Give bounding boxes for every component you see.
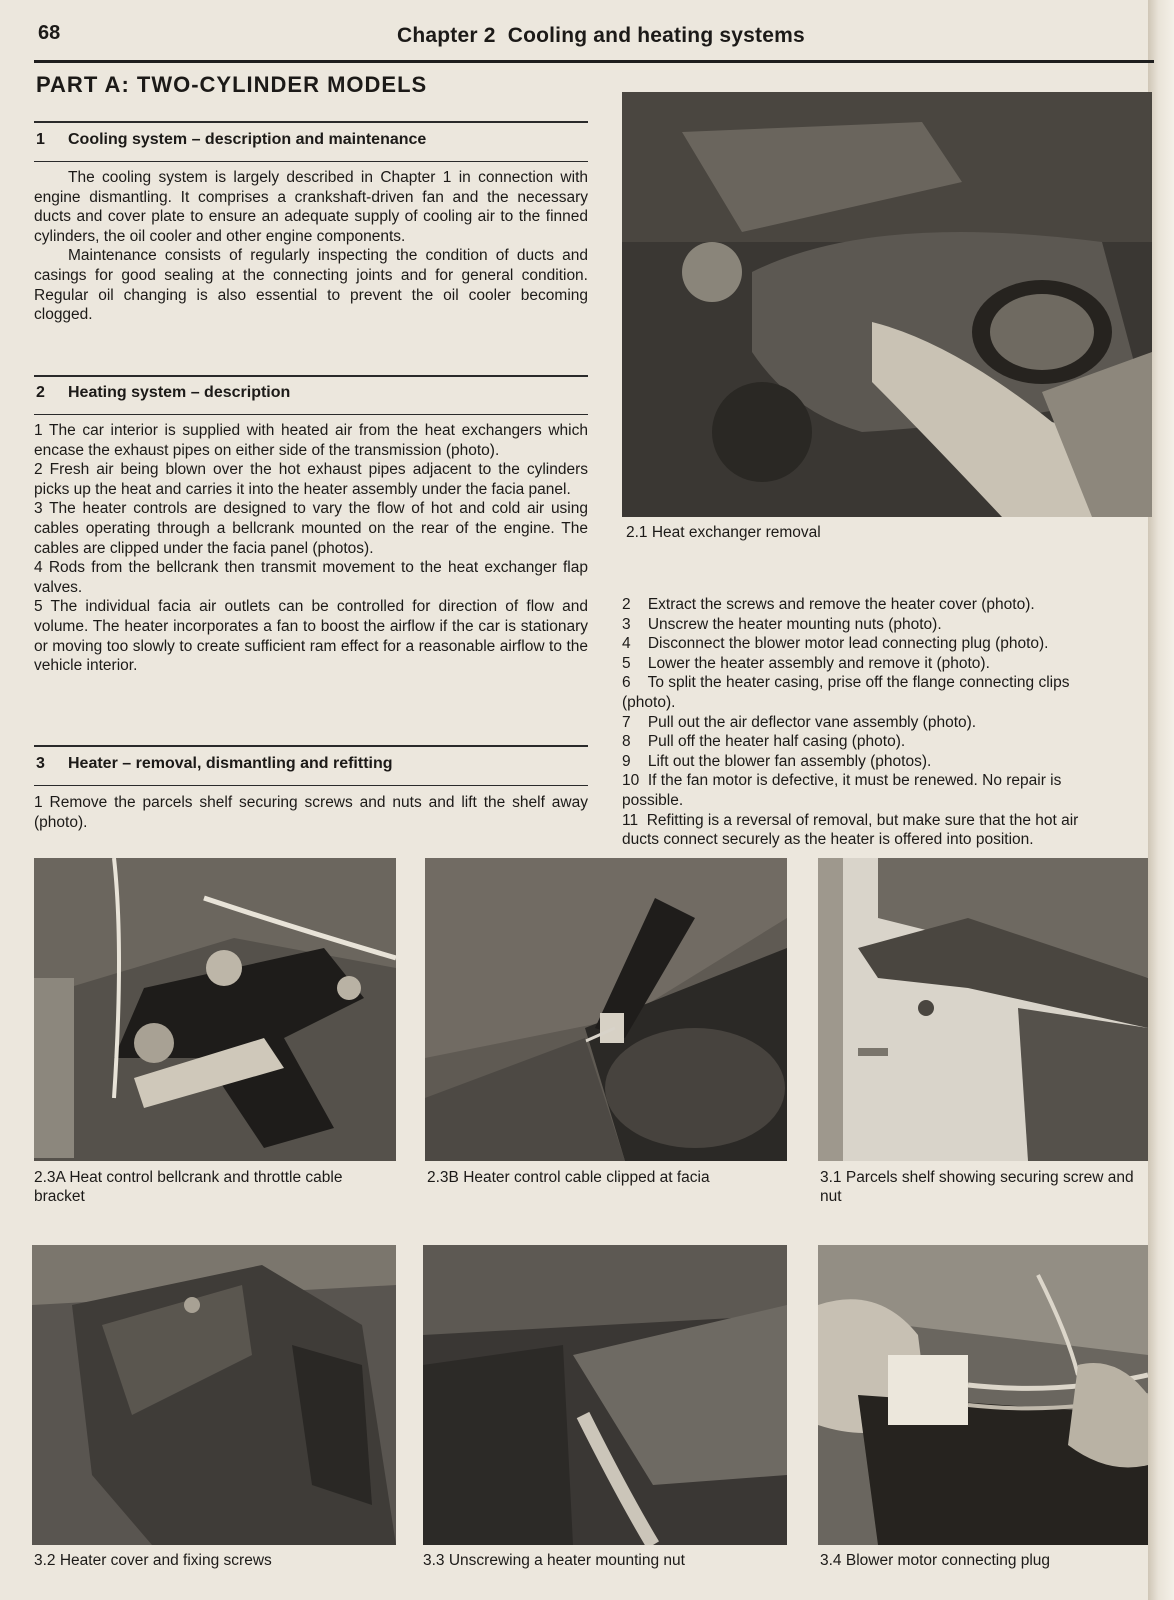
step-line: ducts connect securely as the heater is offered into position.	[622, 831, 1034, 849]
step-line: 11 Refitting is a reversal of removal, but make sure that the hot air	[622, 811, 1079, 829]
photo-blower-plug	[818, 1245, 1148, 1545]
paragraph: 5 The individual facia air outlets can be controlled for direction of flow and volume. The heater incorporates a fan to boost the airflow if the car is stationary or moving too slowly to create sufficient ram effect for a reasonable airflow to the vehicle interior.	[34, 598, 588, 675]
section-number: 1	[36, 131, 45, 148]
photo-bellcrank	[34, 858, 396, 1161]
photo-caption: 2.3B Heater control cable clipped at facia	[427, 1169, 710, 1186]
step-line: (photo).	[622, 693, 676, 711]
photo-caption: 2.1 Heat exchanger removal	[626, 524, 821, 541]
section-title: Heating system – description	[68, 384, 291, 401]
photo-parcels-shelf	[818, 858, 1148, 1161]
part-title: PART A: TWO-CYLINDER MODELS	[36, 72, 428, 97]
step-line: possible.	[622, 791, 684, 809]
section-2-body	[34, 421, 588, 676]
step-line: 10 If the fan motor is defective, it must be renewed. No repair is	[622, 772, 1062, 790]
section-1-body	[34, 168, 588, 325]
step-line: 4 Disconnect the blower motor lead connecting plug (photo).	[622, 635, 1049, 653]
chapter-title: Chapter 2 Cooling and heating systems	[397, 24, 805, 47]
paragraph: 1 The car interior is supplied with heated air from the heat exchangers which encase the exhaust pipes on either side of the transmission (photo).	[34, 422, 588, 459]
photo-caption: 3.4 Blower motor connecting plug	[820, 1552, 1051, 1569]
section-1-heading	[36, 131, 426, 149]
step-line: 5 Lower the heater assembly and remove it (photo).	[622, 654, 990, 672]
section-rule	[34, 121, 588, 123]
photo-mounting-nut	[423, 1245, 787, 1545]
section-rule	[34, 785, 588, 786]
step-line: 7 Pull out the air deflector vane assembly (photo).	[622, 713, 977, 731]
section-rule	[34, 375, 588, 377]
section-3-heading	[36, 755, 393, 773]
step-line: 2 Extract the screws and remove the heater cover (photo).	[622, 596, 1035, 613]
section-title: Cooling system – description and maintenance	[68, 131, 427, 148]
section-3-steps	[622, 595, 1152, 850]
photo-facia-cable	[425, 858, 787, 1161]
photo-caption: 2.3A Heat control bellcrank and throttle cable bracket	[34, 1169, 343, 1205]
header-rule	[34, 60, 1154, 63]
section-title: Heater – removal, dismantling and refitting	[68, 755, 393, 772]
paragraph: 2 Fresh air being blown over the hot exhaust pipes adjacent to the cylinders picks up the heat and carries it into the heater assembly under the facia panel.	[34, 461, 588, 498]
section-rule	[34, 161, 588, 162]
paragraph: 3 The heater controls are designed to vary the flow of hot and cold air using cables operating through a bellcrank mounted on the rear of the engine. The cables are clipped under the facia panel (photos).	[34, 500, 588, 557]
step-line: 6 To split the heater casing, prise off the flange connecting clips	[622, 674, 1070, 692]
photo-heat-exchanger	[622, 92, 1152, 517]
paragraph: Maintenance consists of regularly inspecting the condition of ducts and casings for good sealing at the connecting joints and for general condition. Regular oil changing is also essential to prevent the oil cooler becoming clogged.	[34, 247, 588, 324]
page-number: 68	[38, 22, 61, 44]
section-2-heading	[36, 384, 290, 402]
photo-caption: 3.2 Heater cover and fixing screws	[34, 1552, 272, 1569]
section-rule	[34, 745, 588, 747]
step-line: 3 Unscrew the heater mounting nuts (photo).	[622, 615, 942, 633]
paragraph: The cooling system is largely described in Chapter 1 in connection with engine dismantling. It comprises a crankshaft-driven fan and the necessary ducts and cover plate to ensure an adequate supply of cooling air to the finned cylinders, the oil cooler and other engine components.	[34, 169, 588, 245]
section-rule	[34, 414, 588, 415]
section-3-body	[34, 793, 588, 832]
paragraph: 1 Remove the parcels shelf securing screws and nuts and lift the shelf away (photo).	[34, 794, 588, 831]
photo-heater-cover	[32, 1245, 396, 1545]
step-line: 9 Lift out the blower fan assembly (photos).	[622, 752, 932, 770]
paragraph: 4 Rods from the bellcrank then transmit movement to the heat exchanger flap valves.	[34, 559, 588, 596]
photo-caption: 3.3 Unscrewing a heater mounting nut	[423, 1552, 685, 1569]
step-line: 8 Pull off the heater half casing (photo).	[622, 733, 906, 751]
section-number: 3	[36, 755, 45, 772]
photo-caption: 3.1 Parcels shelf showing securing screw and nut	[820, 1169, 1134, 1205]
section-number: 2	[36, 384, 45, 401]
